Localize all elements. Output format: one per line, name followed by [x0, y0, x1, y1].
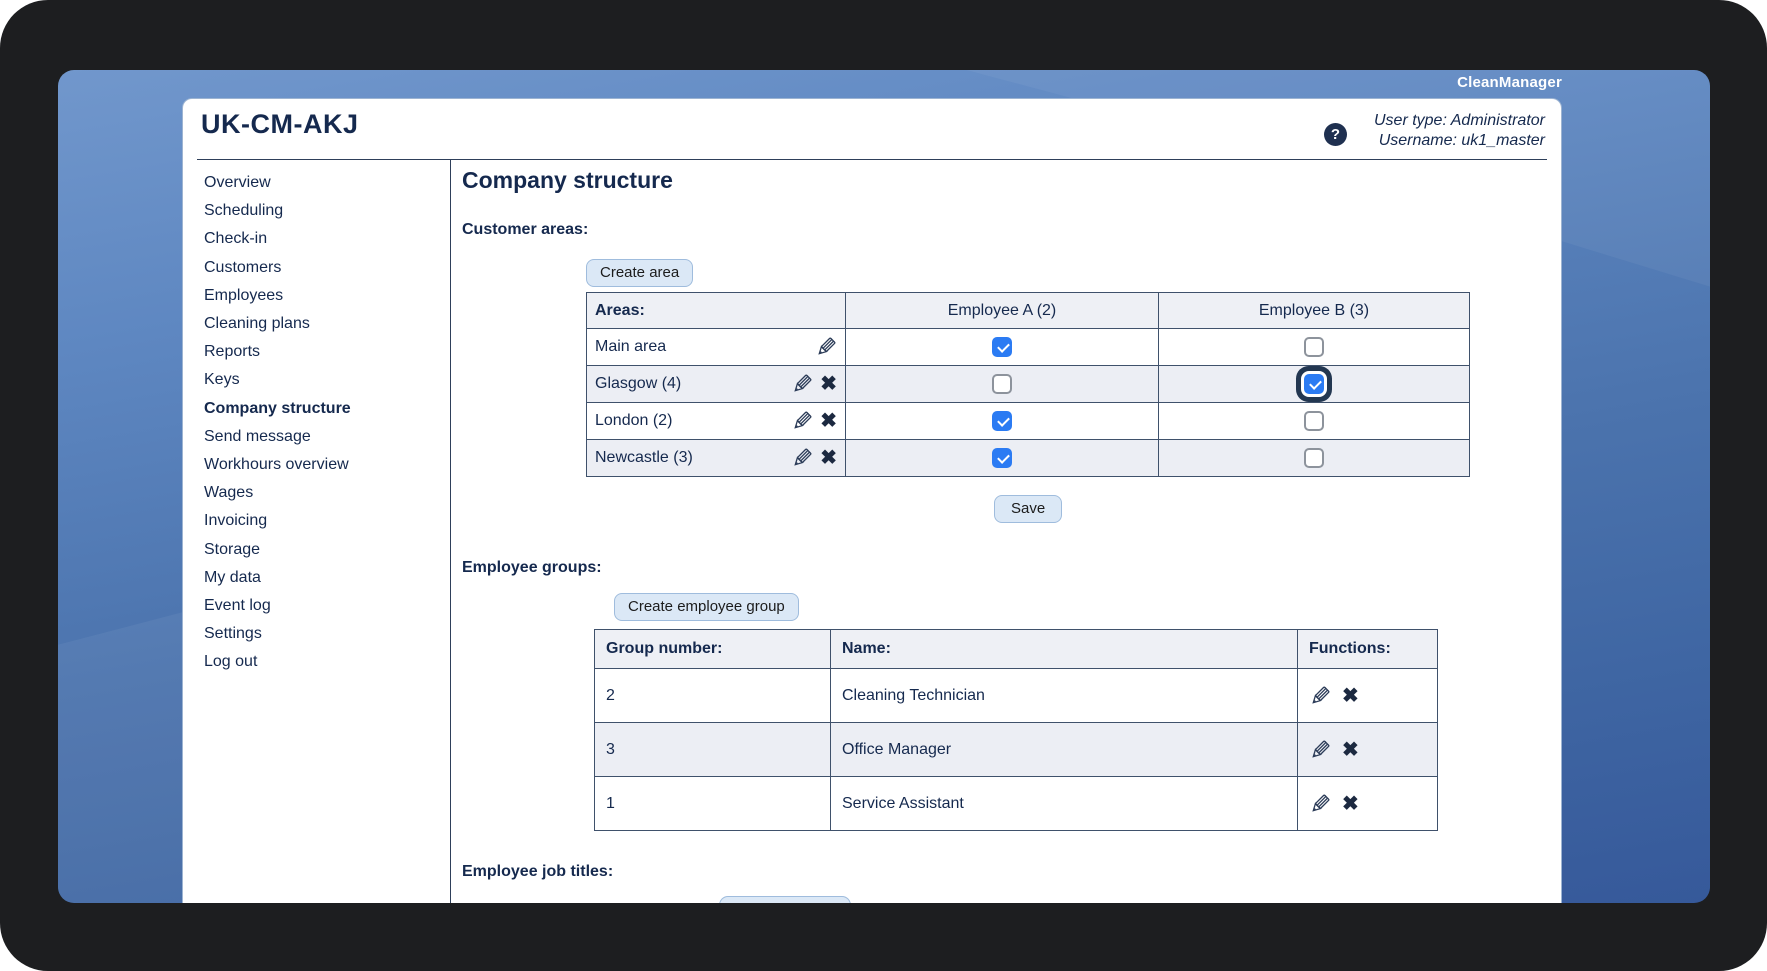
- pencil-icon[interactable]: [791, 410, 813, 432]
- sidebar-item-keys[interactable]: Keys: [204, 371, 240, 389]
- employee-b-cell: [1159, 403, 1470, 440]
- sidebar-item-company-structure[interactable]: Company structure: [204, 399, 351, 417]
- sidebar-item-settings[interactable]: Settings: [204, 625, 262, 643]
- delete-area-icon[interactable]: ✖: [820, 447, 837, 469]
- group-number-cell: 3: [595, 723, 831, 777]
- area-row-main-area: [587, 329, 1470, 366]
- areas-column-header-employee-b-3: Employee B (3): [1159, 293, 1470, 329]
- username-label: Username: uk1_master: [1378, 132, 1545, 149]
- app-window: [182, 98, 1562, 903]
- employee-b-checkbox[interactable]: [1304, 411, 1324, 431]
- employee-b-cell: [1159, 366, 1470, 403]
- groups-column-header-name: Name:: [831, 630, 1298, 669]
- main-content: [451, 159, 1561, 903]
- area-name-cell: [587, 329, 846, 366]
- customer-areas-table: [586, 292, 1470, 477]
- create-employee-group-button[interactable]: Create employee group: [614, 593, 799, 621]
- employee-a-checkbox[interactable]: [992, 411, 1012, 431]
- group-row-office-manager: [595, 723, 1438, 777]
- sidebar: [204, 169, 434, 677]
- employee-a-cell: [846, 403, 1159, 440]
- sidebar-item-my-data[interactable]: My data: [204, 568, 261, 586]
- delete-area-icon[interactable]: ✖: [820, 410, 837, 432]
- area-name: London (2): [595, 412, 673, 429]
- area-row-london-2: [587, 403, 1470, 440]
- desktop-background: [58, 70, 1710, 903]
- employee-b-cell: [1159, 329, 1470, 366]
- delete-group-icon[interactable]: ✖: [1342, 792, 1359, 815]
- pencil-icon[interactable]: [791, 447, 813, 469]
- delete-group-icon[interactable]: ✖: [1342, 738, 1359, 761]
- employee-b-cell: [1159, 440, 1470, 477]
- user-type-label: User type: Administrator: [1373, 112, 1545, 129]
- areas-column-header-areas: Areas:: [587, 293, 846, 329]
- group-name-cell: Office Manager: [831, 723, 1298, 777]
- delete-group-icon[interactable]: ✖: [1342, 684, 1359, 707]
- employee-groups-table: [594, 629, 1438, 831]
- sidebar-item-workhours-overview[interactable]: Workhours overview: [204, 456, 349, 474]
- sidebar-item-overview[interactable]: Overview: [204, 174, 271, 191]
- group-number-cell: 2: [595, 669, 831, 723]
- create-job-title-button[interactable]: [719, 896, 851, 903]
- delete-area-icon[interactable]: ✖: [820, 373, 837, 395]
- group-row-service-assistant: [595, 777, 1438, 831]
- sidebar-item-log-out[interactable]: Log out: [204, 653, 258, 671]
- sidebar-item-cleaning-plans[interactable]: Cleaning plans: [204, 315, 310, 333]
- employee-a-cell: [846, 440, 1159, 477]
- create-area-button[interactable]: Create area: [586, 259, 693, 287]
- pencil-icon[interactable]: [1309, 685, 1331, 707]
- area-name: Glasgow (4): [595, 375, 682, 392]
- employee-b-checkbox[interactable]: [1304, 448, 1324, 468]
- sidebar-item-scheduling[interactable]: Scheduling: [204, 202, 284, 220]
- pencil-icon[interactable]: [791, 373, 813, 395]
- employee-a-checkbox[interactable]: [992, 374, 1012, 394]
- save-button[interactable]: Save: [994, 495, 1062, 523]
- pencil-icon[interactable]: [1309, 793, 1331, 815]
- area-row-newcastle-3: [587, 440, 1470, 477]
- group-functions-cell: [1298, 777, 1438, 831]
- area-name-cell: [587, 440, 846, 477]
- sidebar-item-event-log[interactable]: Event log: [204, 597, 271, 615]
- group-row-cleaning-technician: [595, 669, 1438, 723]
- group-name-cell: Cleaning Technician: [831, 669, 1298, 723]
- sidebar-item-invoicing[interactable]: Invoicing: [204, 512, 268, 530]
- employee-a-checkbox[interactable]: [992, 337, 1012, 357]
- areas-header-row: [587, 293, 1470, 329]
- area-name-cell: [587, 403, 846, 440]
- sidebar-item-employees[interactable]: Employees: [204, 286, 284, 304]
- group-number-cell: 1: [595, 777, 831, 831]
- sidebar-item-customers[interactable]: Customers: [204, 258, 282, 276]
- employee-b-checkbox[interactable]: [1304, 337, 1324, 357]
- area-name: Main area: [595, 338, 667, 355]
- sidebar-item-storage[interactable]: Storage: [204, 540, 261, 558]
- sidebar-item-send-message[interactable]: Send message: [204, 427, 311, 445]
- employee-groups-label: Employee groups:: [462, 559, 602, 576]
- page-title: UK-CM-AKJ: [201, 109, 359, 139]
- groups-column-header-group-number: Group number:: [595, 630, 831, 669]
- area-row-glasgow-4: [587, 366, 1470, 403]
- area-name-cell: [587, 366, 846, 403]
- area-name: Newcastle (3): [595, 449, 693, 466]
- groups-column-header-functions: Functions:: [1298, 630, 1438, 669]
- customer-areas-label: Customer areas:: [462, 221, 589, 238]
- employee-a-cell: [846, 366, 1159, 403]
- group-functions-cell: [1298, 723, 1438, 777]
- brand-label: CleanManager: [1457, 74, 1562, 91]
- main-heading: Company structure: [462, 167, 673, 193]
- groups-header-row: [595, 630, 1438, 669]
- group-name-cell: Service Assistant: [831, 777, 1298, 831]
- employee-b-checkbox[interactable]: [1304, 374, 1324, 394]
- user-info: [1374, 111, 1545, 151]
- group-functions-cell: [1298, 669, 1438, 723]
- employee-job-titles-label: Employee job titles:: [462, 863, 614, 880]
- areas-column-header-employee-a-2: Employee A (2): [846, 293, 1159, 329]
- sidebar-item-wages[interactable]: Wages: [204, 484, 254, 502]
- sidebar-item-reports[interactable]: Reports: [204, 343, 261, 361]
- pencil-icon[interactable]: [815, 336, 837, 358]
- employee-a-checkbox[interactable]: [992, 448, 1012, 468]
- employee-a-cell: [846, 329, 1159, 366]
- sidebar-item-check-in[interactable]: Check-in: [204, 230, 268, 248]
- pencil-icon[interactable]: [1309, 739, 1331, 761]
- question-icon[interactable]: ?: [1324, 123, 1347, 146]
